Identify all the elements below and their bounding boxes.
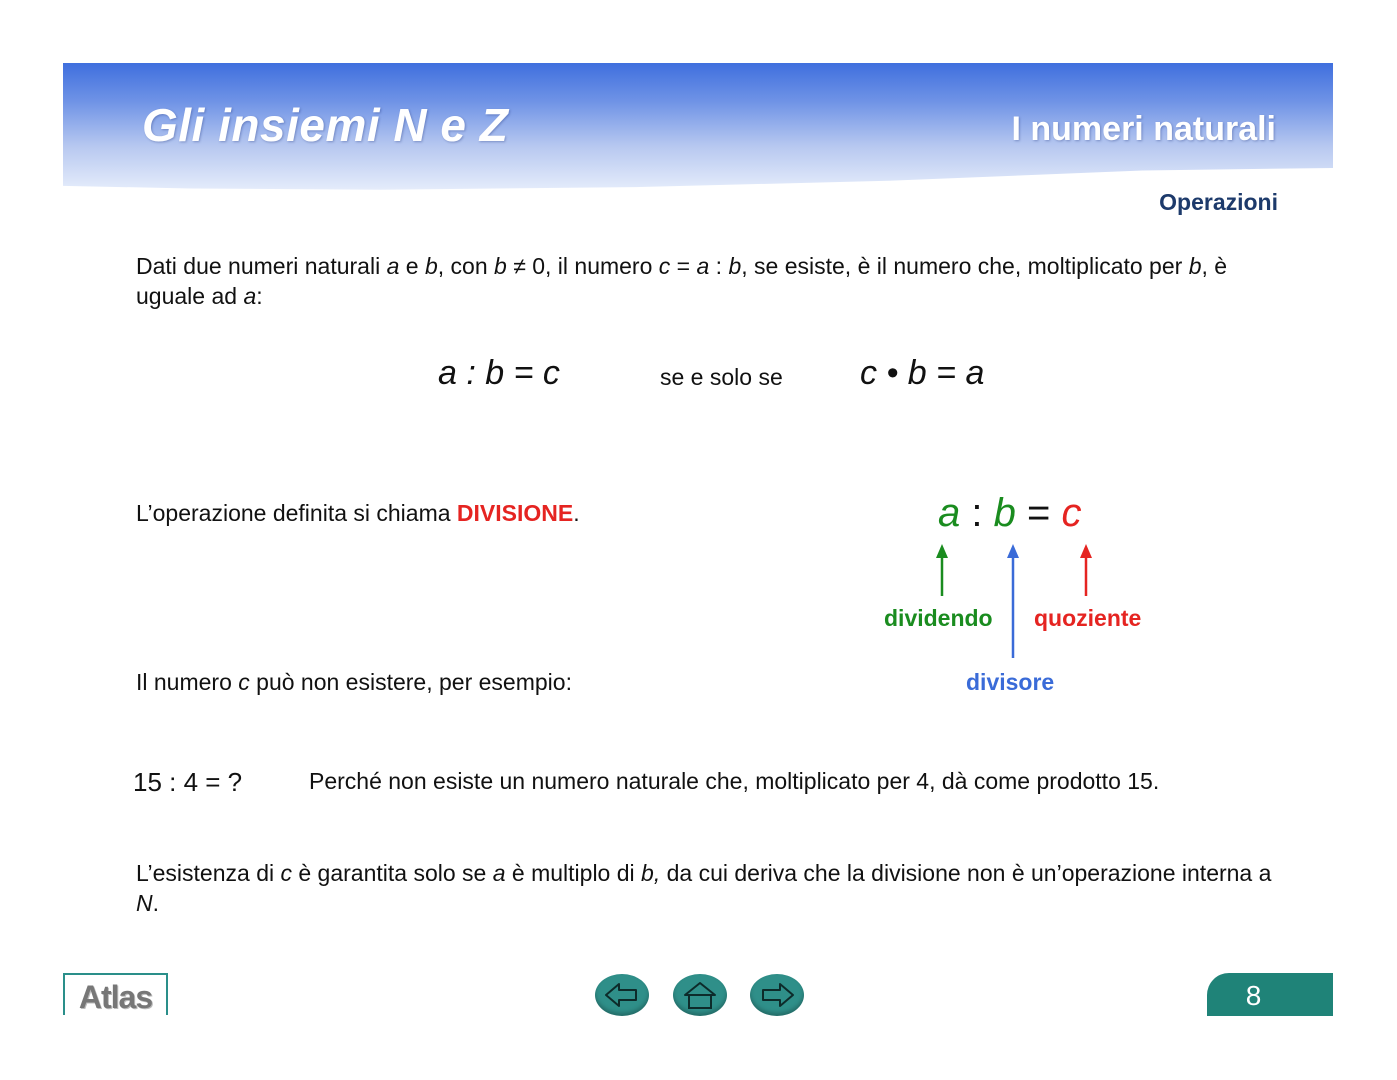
conclusion-paragraph: L’esistenza di c è garantita solo se a è multiplo di b, da cui deriva che la divisione non è un’operazione interna a N.: [136, 860, 1272, 916]
previous-button[interactable]: [595, 974, 649, 1016]
next-button[interactable]: [750, 974, 804, 1016]
example-intro: Il numero c può non esistere, per esempio:: [136, 669, 572, 695]
section-label: Operazioni: [1159, 189, 1278, 215]
formula-division: a : b = c: [438, 354, 560, 392]
home-icon: [673, 974, 727, 1016]
arrow-right-icon: [750, 974, 804, 1016]
dividend-label: dividendo: [884, 605, 993, 631]
home-button[interactable]: [673, 974, 727, 1016]
intro-paragraph: Dati due numeri naturali a e b, con b ≠ 0, il numero c = a : b, se esiste, è il numero che, moltiplicato per b, è uguale ad a:: [136, 253, 1228, 309]
divisor-label: divisore: [966, 669, 1055, 695]
division-term: DIVISIONE: [456, 500, 574, 526]
arrow-left-icon: [595, 974, 649, 1016]
definition-text: L’operazione definita si chiama DIVISIONE.: [136, 500, 580, 526]
atlas-logo[interactable]: Atlas: [63, 973, 168, 1015]
division-diagram: [860, 486, 1180, 706]
divisor-arrow-icon: [1007, 544, 1019, 658]
formula-connector: se e solo se: [660, 364, 783, 390]
example-expression: 15 : 4 = ?: [133, 767, 243, 797]
slide-title: Gli insiemi N e Z: [142, 99, 509, 151]
chapter-title: I numeri naturali: [1011, 110, 1276, 148]
page-number-box: [1207, 973, 1333, 1016]
formula-multiplication: c • b = a: [860, 354, 985, 392]
dividend-arrow-icon: [936, 544, 948, 596]
quotient-arrow-icon: [1080, 544, 1092, 596]
quotient-label: quoziente: [1034, 605, 1142, 631]
page-number: 8: [1245, 980, 1262, 1011]
example-explanation: Perché non esiste un numero naturale che, moltiplicato per 4, dà come prodotto 15.: [309, 768, 1160, 794]
diagram-formula: a : b = c: [938, 491, 1082, 535]
